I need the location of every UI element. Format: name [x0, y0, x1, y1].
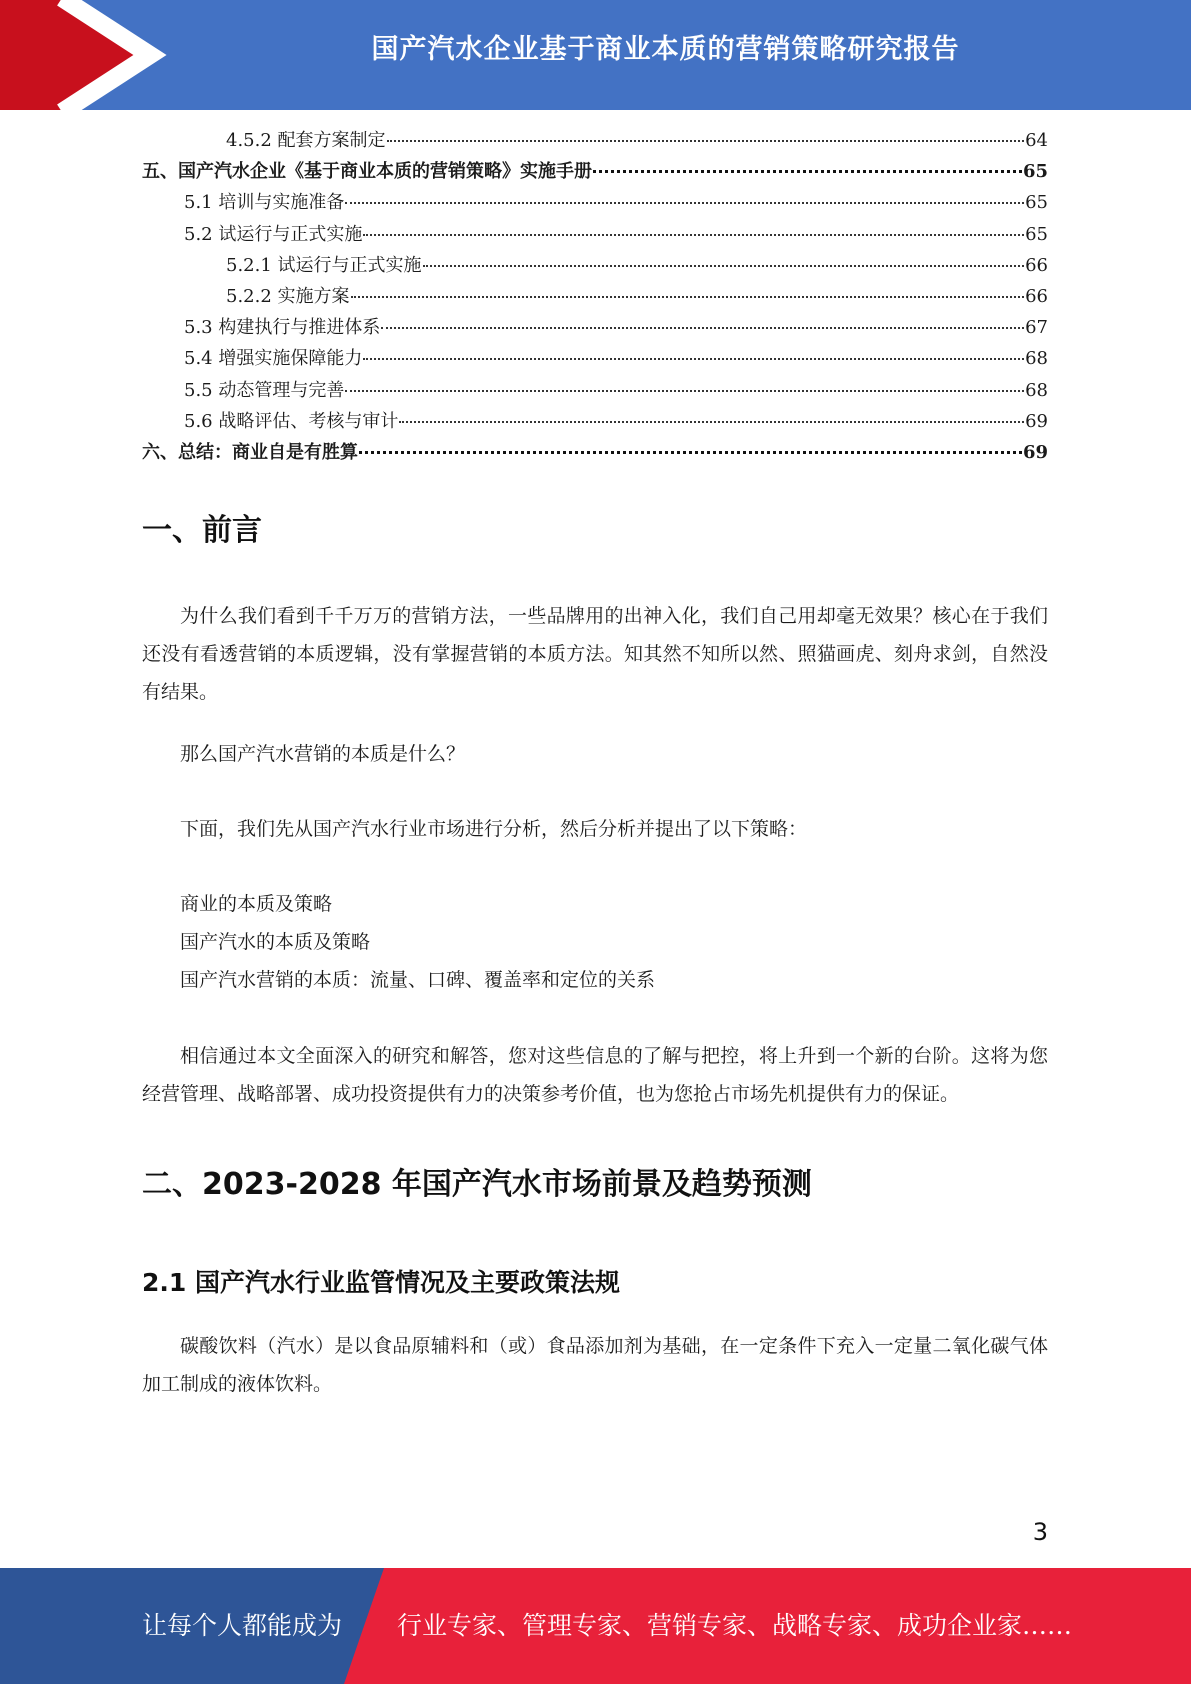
- toc-entry-label: 5.3 构建执行与推进体系: [184, 317, 381, 339]
- toc-leader-dots: [363, 233, 1024, 236]
- page-footer: [0, 1568, 1191, 1684]
- section-heading-preface: 一、前言: [142, 513, 262, 549]
- toc-leader-dots: [593, 169, 1022, 173]
- toc-entry-page: 66: [1025, 285, 1048, 307]
- toc-entry-page: 65: [1025, 223, 1048, 245]
- list-item: 国产汽水的本质及策略: [180, 931, 371, 954]
- toc-leader-dots: [351, 295, 1025, 298]
- toc-entry-page: 66: [1025, 254, 1048, 276]
- toc-entry[interactable]: [142, 407, 1048, 438]
- toc-entry-page: 67: [1025, 317, 1048, 339]
- toc-entry[interactable]: [142, 188, 1048, 219]
- toc-entry-label: 5.1 培训与实施准备: [184, 192, 345, 214]
- toc-entry-label: 5.4 增强实施保障能力: [184, 348, 363, 370]
- toc-entry-page: 68: [1025, 379, 1048, 401]
- toc-entry[interactable]: [142, 344, 1048, 375]
- toc-entry[interactable]: [142, 126, 1048, 157]
- report-title: 国产汽水企业基于商业本质的营销策略研究报告: [371, 34, 960, 65]
- body-paragraph: 相信通过本文全面深入的研究和解答，您对这些信息的了解与把控，将上升到一个新的台阶。这将为您经营管理、战略部署、成功投资提供有力的决策参考价值，也为您抢占市场先机提供有力的保证。: [142, 1045, 1048, 1106]
- footer-slogan-roles: 行业专家、管理专家、营销专家、战略专家、成功企业家……: [397, 1611, 1073, 1640]
- toc-entry-label: 六、总结：商业自是有胜算: [142, 441, 358, 463]
- body-paragraph: 为什么我们看到千千万万的营销方法，一些品牌用的出神入化，我们自己用却毫无效果？核心在于我们还没有看透营销的本质逻辑，没有掌握营销的本质方法。知其然不知所以然、照猫画虎、刻舟求剑，自然没有结果。: [142, 605, 1048, 704]
- body-paragraph: 那么国产汽水营销的本质是什么？: [180, 743, 466, 766]
- toc-entry[interactable]: [142, 313, 1048, 344]
- toc-leader-dots: [359, 450, 1022, 454]
- toc-entry[interactable]: [142, 157, 1048, 188]
- page-header: [0, 0, 1191, 110]
- toc-leader-dots: [381, 326, 1024, 329]
- toc-entry[interactable]: [142, 251, 1048, 282]
- toc-entry-label: 5.2.2 实施方案: [226, 285, 350, 307]
- body-paragraph: 下面，我们先从国产汽水行业市场进行分析，然后分析并提出了以下策略：: [180, 818, 808, 841]
- toc-leader-dots: [399, 420, 1024, 423]
- toc-entry-label: 5.6 战略评估、考核与审计: [184, 410, 399, 432]
- toc-entry-page: 65: [1025, 192, 1048, 214]
- toc-entry-page: 69: [1022, 441, 1048, 463]
- toc-entry-page: 64: [1025, 130, 1048, 151]
- toc-entry-label: 4.5.2 配套方案制定: [226, 130, 386, 151]
- toc-leader-dots: [345, 201, 1024, 204]
- list-item: 国产汽水营销的本质：流量、口碑、覆盖率和定位的关系: [180, 969, 656, 992]
- strategy-list: [142, 885, 1048, 999]
- subsection-heading: 2.1 国产汽水行业监管情况及主要政策法规: [142, 1268, 620, 1298]
- toc-entry[interactable]: [142, 438, 1048, 469]
- toc-entry-page: 65: [1022, 161, 1048, 183]
- body-paragraph: 碳酸饮料（汽水）是以食品原辅料和（或）食品添加剂为基础，在一定条件下充入一定量二氧化碳气体加工制成的液体饮料。: [142, 1335, 1048, 1396]
- toc-entry[interactable]: [142, 282, 1048, 313]
- toc-leader-dots: [387, 139, 1025, 142]
- toc-leader-dots: [345, 389, 1024, 392]
- toc-entry[interactable]: [142, 376, 1048, 407]
- toc-entry-label: 五、国产汽水企业《基于商业本质的营销策略》实施手册: [142, 161, 592, 183]
- toc-leader-dots: [363, 357, 1024, 360]
- section-heading-forecast: 二、2023-2028 年国产汽水市场前景及趋势预测: [142, 1167, 812, 1203]
- toc-entry-label: 5.5 动态管理与完善: [184, 379, 345, 401]
- toc-entry-page: 69: [1025, 410, 1048, 432]
- toc-entry[interactable]: [142, 220, 1048, 251]
- list-item: 商业的本质及策略: [180, 893, 333, 916]
- footer-slogan-lead: 让每个人都能成为: [142, 1611, 343, 1640]
- toc-entry-label: 5.2 试运行与正式实施: [184, 223, 363, 245]
- toc-entry-label: 5.2.1 试运行与正式实施: [226, 254, 422, 276]
- toc-entry-page: 68: [1025, 348, 1048, 370]
- table-of-contents: [142, 126, 1048, 469]
- toc-leader-dots: [423, 264, 1025, 267]
- document-body: [142, 126, 1048, 1403]
- page-number: 3: [1032, 1518, 1048, 1546]
